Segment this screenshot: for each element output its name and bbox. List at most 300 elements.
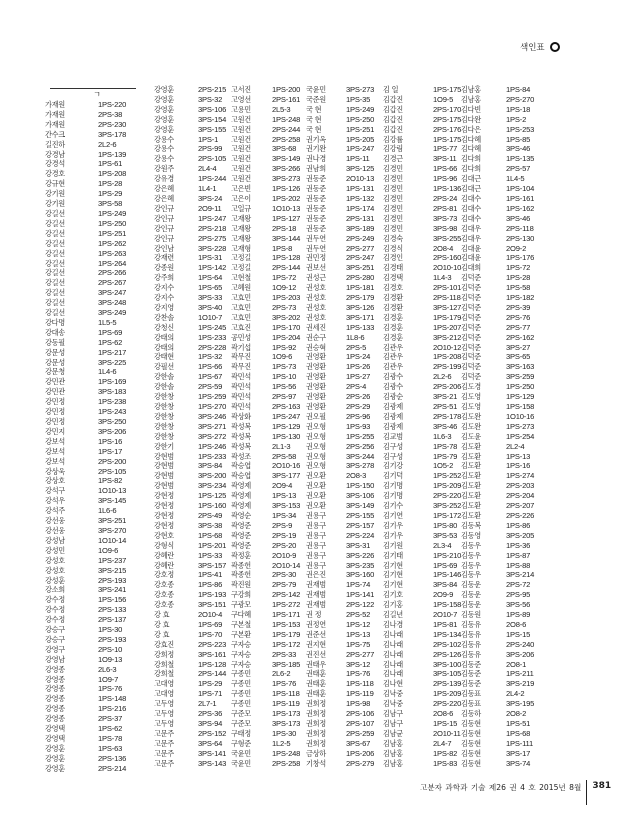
presentation-code: 2PS-29: [346, 402, 371, 411]
author-name: 강영훈: [45, 743, 65, 753]
presentation-code: 3PS-241: [98, 585, 127, 595]
author-name: 강상호: [45, 476, 65, 486]
author-name: 강 효: [154, 610, 170, 620]
index-entry: [154, 323, 229, 333]
index-entry: [461, 234, 536, 244]
author-name: 강인규: [154, 233, 174, 243]
author-name: 권오환: [306, 491, 326, 501]
author-name: 강호종: [154, 600, 174, 610]
presentation-code: 3PS-250: [98, 417, 127, 426]
index-entry: [306, 689, 381, 699]
presentation-code: 2PS-280: [346, 273, 375, 283]
author-name: 고문주: [154, 748, 174, 758]
author-name: 강용수: [154, 134, 174, 144]
author-name: 김대근: [461, 174, 481, 184]
presentation-code: 1PS-87: [506, 550, 531, 560]
author-name: 강성훈: [45, 575, 65, 585]
index-entry: [306, 660, 381, 670]
author-name: 강길선: [45, 258, 65, 268]
presentation-code: 3PS-33: [198, 293, 223, 303]
index-entry: [383, 759, 458, 769]
author-name: 강길선: [45, 228, 65, 238]
index-entry: [231, 729, 306, 739]
index-entry: [306, 303, 381, 313]
presentation-code: 2PS-9: [272, 520, 293, 530]
index-entry: [154, 372, 229, 382]
index-entry: [154, 214, 229, 224]
author-name: 김동현: [461, 758, 481, 768]
author-name: 권세진: [306, 322, 326, 332]
author-name: 권동준: [306, 174, 326, 184]
author-name: 고효민: [231, 293, 251, 303]
index-entry: [383, 164, 458, 174]
presentation-code: 1PS-169: [98, 377, 127, 387]
presentation-code: 3PS-234: [198, 481, 227, 491]
presentation-code: 2PS-259: [346, 728, 375, 738]
presentation-code: 3PS-235: [346, 560, 375, 570]
index-entry: [383, 85, 462, 95]
index-entry: [45, 278, 145, 288]
author-name: 김경숙: [383, 233, 403, 243]
presentation-code: 2PS-24: [433, 193, 458, 203]
author-name: 김교범: [383, 431, 403, 441]
author-name: 김동현: [461, 728, 481, 738]
presentation-code: 1PS-80: [433, 520, 458, 530]
author-name: 김남홍: [383, 738, 403, 748]
presentation-code: 1PS-262: [98, 238, 127, 248]
index-entry: [461, 580, 536, 590]
presentation-code: 3PS-278: [346, 461, 375, 471]
author-name: 강인규: [154, 213, 174, 223]
author-name: 강선웅: [45, 525, 65, 535]
author-name: 권은진: [306, 570, 326, 580]
author-name: 김도환: [461, 461, 481, 471]
presentation-code: 2PS-130: [506, 233, 535, 243]
author-name: 김동영: [461, 530, 481, 540]
index-entry: [231, 164, 306, 174]
presentation-code: 3PS-144: [272, 233, 301, 243]
index-entry: [306, 422, 381, 432]
index-entry: [461, 263, 536, 273]
index-entry: [154, 729, 229, 739]
author-name: 김동현: [461, 748, 481, 758]
author-name: 김덕준: [461, 322, 481, 332]
presentation-code: 3PS-271: [198, 421, 227, 431]
index-entry: [154, 343, 229, 353]
index-entry: [154, 561, 229, 571]
index-entry: [154, 244, 229, 254]
index-entry: [383, 728, 461, 739]
index-entry: [306, 481, 381, 491]
presentation-code: 2PS-226: [506, 510, 535, 520]
presentation-code: 1PS-207: [433, 322, 462, 332]
index-entry: [154, 303, 229, 313]
presentation-code: 3PS-173: [272, 719, 301, 728]
index-entry: [154, 382, 229, 392]
index-entry: [154, 273, 229, 283]
author-name: 강영종: [45, 664, 65, 674]
presentation-code: 1PS-72: [272, 273, 297, 283]
presentation-code: 2O10-13: [346, 174, 375, 184]
index-entry: [461, 679, 536, 689]
index-entry: [45, 397, 145, 407]
index-column-5: [383, 85, 462, 769]
author-name: 김갑진: [383, 104, 403, 114]
index-entry: [383, 104, 462, 115]
author-name: 강민관: [45, 387, 65, 397]
presentation-code: 1PS-27: [346, 372, 371, 382]
author-name: 김남홍: [461, 94, 481, 104]
presentation-code: 2O10-4: [198, 610, 223, 620]
presentation-code: 1PS-2: [506, 114, 527, 124]
index-entry: [461, 531, 536, 541]
presentation-code: 2O10-7: [433, 610, 458, 620]
presentation-code: 1PS-76: [346, 669, 371, 679]
presentation-code: 1PS-272: [272, 600, 301, 610]
presentation-code: 2PS-137: [98, 615, 127, 625]
presentation-code: 1PS-173: [272, 709, 301, 719]
author-name: 권정연: [306, 619, 326, 629]
index-entry: [231, 640, 306, 650]
index-entry: [306, 669, 381, 679]
presentation-code: 2PS-136: [98, 753, 127, 763]
index-entry: [45, 229, 145, 239]
author-name: 강길선: [45, 268, 65, 278]
presentation-code: 1PS-69: [98, 327, 123, 337]
index-entry: [45, 199, 145, 209]
presentation-code: 2PS-161: [272, 94, 301, 104]
author-name: 김경환: [383, 293, 403, 303]
author-name: 김동운: [461, 590, 481, 600]
author-name: 강민지: [45, 426, 65, 436]
author-name: 김도윤: [461, 431, 481, 441]
presentation-code: 2O8-6: [506, 619, 527, 629]
index-entry: [383, 204, 458, 214]
author-name: 김광수: [383, 372, 403, 382]
index-entry: [231, 154, 306, 164]
presentation-code: 1PS-12: [346, 619, 371, 629]
author-name: 권재범: [306, 600, 326, 610]
presentation-code: 2PS-38: [98, 109, 123, 119]
author-name: 김경호: [383, 283, 403, 293]
author-name: 강영훈: [45, 753, 65, 763]
author-name: 강청신: [154, 322, 174, 332]
author-name: 김경민: [383, 164, 403, 174]
index-entry: [231, 491, 306, 501]
index-entry: [306, 352, 381, 362]
presentation-code: 3PS-141: [198, 748, 227, 758]
index-entry: [231, 214, 306, 224]
author-name: 강영종: [45, 684, 65, 694]
index-entry: [461, 115, 536, 125]
author-name: 김남홍: [383, 748, 403, 758]
author-name: 김덕준: [461, 283, 481, 293]
presentation-code: 2PS-214: [98, 763, 127, 773]
presentation-code: 3PS-248: [98, 298, 127, 308]
author-name: 김동준: [461, 679, 481, 689]
index-entry: [383, 600, 462, 610]
presentation-code: 3PS-65: [506, 352, 531, 362]
index-entry: [45, 348, 145, 358]
index-entry: [306, 204, 381, 214]
index-entry: [461, 283, 536, 293]
author-name: 강영종: [45, 674, 65, 684]
author-name: 김덕준: [461, 342, 481, 352]
author-name: 구다혜: [231, 610, 251, 620]
index-entry: [45, 259, 145, 269]
journal-citation: 고분자 과학과 기술 제26 권 4 호 2015년 8월: [420, 783, 582, 792]
index-entry: [306, 491, 381, 501]
presentation-code: 2L4-2: [506, 689, 525, 699]
author-name: 국 현: [306, 104, 322, 114]
index-entry: [306, 461, 381, 471]
index-entry: [45, 655, 145, 665]
author-name: 곽영준: [231, 530, 251, 540]
presentation-code: 3PS-270: [98, 525, 127, 535]
index-entry: [231, 620, 306, 630]
index-entry: [461, 541, 536, 551]
presentation-code: 2PS-258: [272, 134, 301, 144]
presentation-code: 3PS-226: [346, 550, 375, 560]
author-name: 권희정: [306, 738, 326, 748]
author-name: 김낙중: [383, 699, 403, 709]
index-entry: [154, 333, 229, 343]
author-name: 공민성: [231, 332, 251, 342]
author-name: 구본환: [231, 629, 251, 639]
index-entry: [461, 164, 536, 174]
index-entry: [45, 675, 145, 685]
presentation-code: 2L7-1: [198, 699, 217, 709]
author-name: 김다혜: [461, 144, 481, 154]
presentation-code: 1PS-205: [346, 134, 375, 144]
index-entry: [461, 323, 536, 333]
index-entry: [383, 620, 458, 630]
author-name: 곽영제: [231, 481, 251, 491]
presentation-code: 1PS-128: [272, 253, 301, 263]
index-entry: [154, 184, 229, 194]
presentation-code: 1PS-73: [272, 362, 297, 372]
index-entry: [461, 333, 536, 343]
presentation-code: 2PS-77: [506, 322, 531, 332]
presentation-code: 1L4-6: [98, 367, 117, 377]
presentation-code: 2PS-33: [272, 649, 297, 659]
index-entry: [306, 253, 381, 263]
presentation-code: 3PS-206: [506, 649, 535, 659]
presentation-code: 3PS-163: [506, 362, 535, 372]
index-entry: [461, 759, 536, 769]
author-name: 구강희: [231, 590, 251, 600]
presentation-code: 2PS-178: [433, 411, 462, 421]
author-name: 고정길: [231, 263, 251, 273]
presentation-code: 3PS-143: [198, 758, 227, 768]
index-entry: [154, 402, 229, 412]
index-entry: [45, 506, 145, 516]
presentation-code: 1PS-176: [506, 253, 535, 263]
author-name: 김남구: [383, 719, 403, 728]
author-name: 권 정: [306, 610, 322, 620]
presentation-code: 1PS-251: [346, 124, 375, 134]
author-name: 권용구: [306, 550, 326, 560]
index-entry: [306, 372, 381, 382]
footer-divider: [586, 780, 587, 805]
index-entry: [306, 313, 381, 323]
presentation-code: 1PS-251: [98, 228, 127, 238]
presentation-code: 1PS-130: [272, 431, 301, 441]
presentation-code: 3PS-149: [272, 154, 301, 164]
presentation-code: 2PS-256: [346, 441, 375, 451]
author-name: 김다희: [461, 164, 481, 174]
index-entry: [306, 174, 381, 184]
index-entry: [383, 550, 462, 561]
index-entry: [383, 283, 462, 293]
author-name: 강기원: [45, 199, 65, 209]
index-entry: [383, 491, 462, 501]
presentation-code: 1PS-127: [272, 213, 301, 223]
author-name: 김남균: [383, 728, 403, 738]
index-entry: [154, 412, 229, 422]
index-entry: [306, 432, 381, 442]
presentation-code: 2PS-139: [433, 679, 462, 689]
author-name: 김동현: [461, 719, 481, 728]
index-entry: [45, 516, 145, 526]
author-name: 강현정: [154, 520, 174, 530]
presentation-code: 1PS-24: [346, 352, 371, 362]
author-name: 고일규: [231, 203, 251, 213]
presentation-code: 1PS-264: [98, 258, 127, 268]
author-name: 곽종헌: [231, 560, 251, 570]
presentation-code: 1PS-74: [346, 580, 371, 590]
author-name: 권용구: [306, 540, 326, 550]
author-name: 강민정: [45, 397, 65, 407]
presentation-code: 2O8-1: [506, 659, 527, 669]
author-name: 강지수: [154, 283, 174, 293]
author-name: 강길선: [45, 298, 65, 308]
presentation-code: 1PS-179: [272, 629, 301, 639]
presentation-code: 1PS-245: [198, 322, 227, 332]
index-entry: [383, 134, 462, 145]
author-name: 김동준: [461, 669, 481, 679]
presentation-code: 3PS-266: [272, 164, 301, 174]
index-entry: [306, 442, 381, 452]
index-entry: [231, 135, 306, 145]
presentation-code: 1PS-69: [198, 619, 223, 629]
index-entry: [461, 561, 536, 571]
presentation-code: 1PS-29: [98, 189, 123, 199]
author-name: 강형식: [154, 540, 174, 550]
author-name: 김구성: [383, 441, 403, 451]
index-entry: [306, 144, 381, 154]
presentation-code: 1PS-259: [198, 392, 227, 402]
presentation-code: 3PS-31: [346, 540, 371, 550]
index-entry: [231, 660, 306, 670]
author-name: 김경민: [383, 213, 403, 223]
presentation-code: 1O5-2: [433, 461, 454, 471]
presentation-code: 1PS-247: [198, 213, 227, 223]
author-name: 곽민석: [231, 382, 251, 392]
index-entry: [306, 392, 381, 402]
index-entry: [154, 115, 229, 125]
index-entry: [383, 214, 458, 224]
presentation-code: 1PS-146: [433, 570, 462, 580]
index-entry: [231, 561, 306, 571]
index-entry: [306, 521, 381, 531]
presentation-code: 1PS-142: [198, 263, 227, 273]
index-entry: [383, 531, 458, 541]
author-name: 강문성: [45, 357, 65, 367]
presentation-code: 2L5-3: [272, 104, 291, 114]
index-entry: [383, 739, 458, 749]
presentation-code: 2L2-6: [433, 372, 452, 382]
index-entry: [306, 154, 381, 164]
index-entry: [45, 684, 145, 694]
index-entry: [461, 105, 536, 115]
presentation-code: 1PS-250: [506, 382, 535, 392]
author-name: 강영훈: [154, 104, 174, 114]
author-name: 권태우: [306, 659, 326, 669]
index-entry: [231, 224, 306, 234]
index-entry: [231, 471, 306, 481]
index-entry: [461, 511, 536, 521]
author-name: 강태현: [154, 352, 174, 362]
presentation-code: 1PS-72: [506, 263, 531, 273]
author-name: 강석우: [45, 496, 65, 506]
index-entry: [383, 570, 462, 580]
index-entry: [231, 739, 306, 749]
presentation-code: 1PS-30: [98, 625, 123, 635]
index-entry: [461, 660, 536, 670]
presentation-code: 1PS-172: [272, 639, 301, 649]
presentation-code: 1PS-15: [506, 629, 531, 639]
author-name: 강경석: [45, 159, 65, 169]
index-entry: [383, 114, 462, 125]
presentation-code: 2PS-20: [272, 540, 297, 550]
index-entry: [383, 561, 458, 571]
author-name: 김관우: [383, 362, 403, 372]
presentation-code: 3PS-247: [98, 288, 127, 298]
index-entry: [461, 253, 536, 263]
author-name: 권재범: [306, 590, 326, 600]
index-entry: [383, 273, 458, 283]
author-name: 곽종헌: [231, 570, 251, 580]
presentation-code: 2PS-275: [198, 233, 227, 243]
presentation-code: 3PS-11: [433, 154, 457, 164]
index-entry: [383, 521, 458, 531]
presentation-code: 2PS-106: [346, 709, 375, 719]
author-name: 강현정: [154, 510, 174, 520]
index-entry: [306, 471, 381, 481]
index-entry: [45, 496, 145, 506]
index-entry: [461, 154, 536, 164]
author-name: 권희정: [306, 728, 326, 738]
author-name: 강효진: [154, 639, 174, 649]
presentation-code: 3PS-155: [198, 124, 227, 134]
index-entry: [461, 303, 536, 313]
author-name: 강희정: [154, 649, 174, 659]
presentation-code: 3PS-40: [198, 302, 223, 312]
index-entry: [154, 135, 229, 145]
author-name: 강보석: [45, 446, 65, 456]
index-entry: [461, 144, 536, 154]
author-name: 권순구: [306, 332, 326, 342]
presentation-code: 1PS-81: [433, 619, 458, 629]
presentation-code: 2PS-266: [98, 268, 127, 278]
presentation-code: 2PS-131: [346, 213, 375, 223]
index-entry: [461, 491, 536, 501]
index-entry: [306, 164, 381, 174]
author-name: 강길선: [45, 218, 65, 228]
presentation-code: 1PS-119: [272, 699, 300, 709]
author-name: 권성호: [306, 283, 326, 293]
